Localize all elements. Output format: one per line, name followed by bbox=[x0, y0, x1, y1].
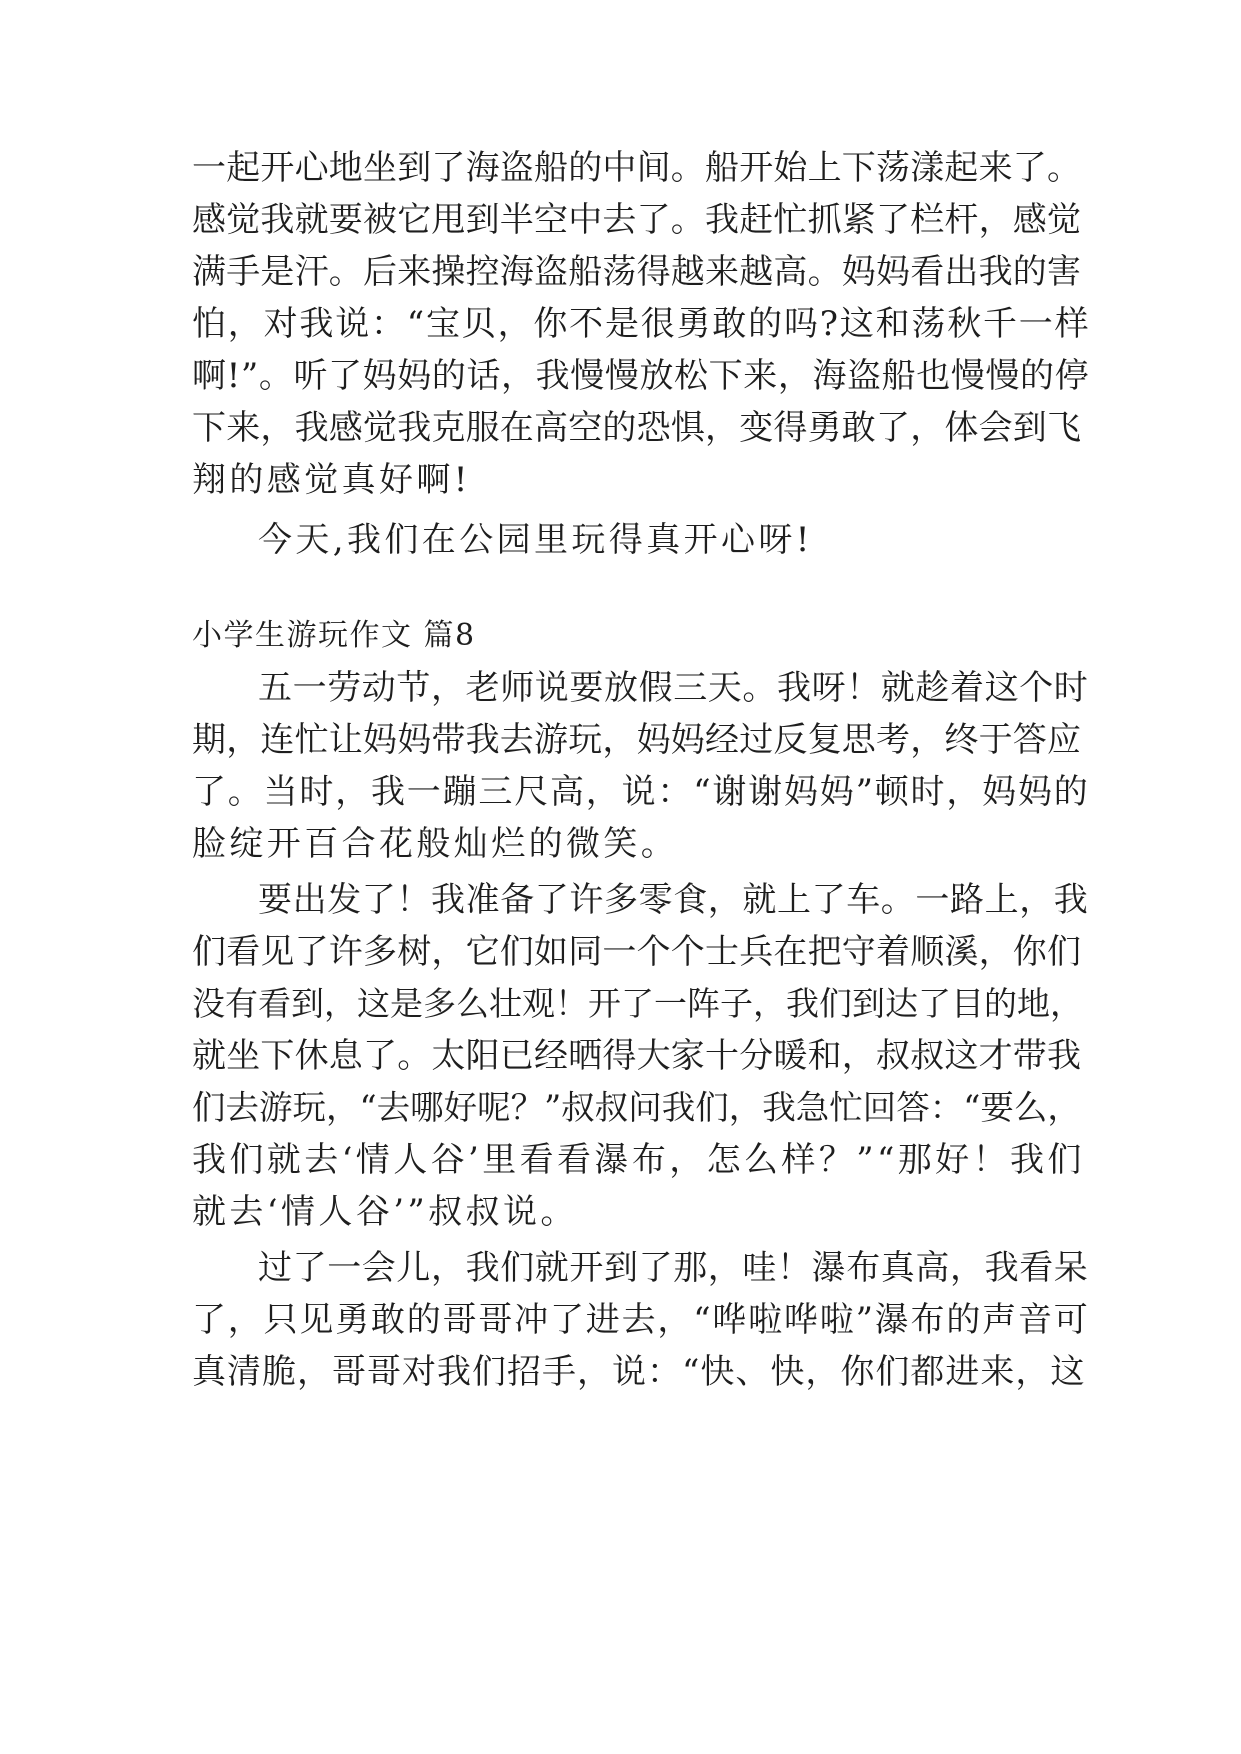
paragraph-line: 脸绽开百合花般灿烂的微笑。 bbox=[192, 824, 679, 864]
paragraph-line: 感觉我就要被它甩到半空中去了。我赶忙抓紧了栏杆，感觉 bbox=[192, 200, 1082, 240]
paragraph-line: 我们就去‘情人谷’里看看瀑布，怎么样？”“那好！我们 bbox=[192, 1140, 1085, 1180]
paragraph-line: 真清脆，哥哥对我们招手，说：“快、快，你们都进来，这 bbox=[192, 1352, 1086, 1392]
paragraph-line: 翔的感觉真好啊! bbox=[192, 460, 471, 500]
paragraph-line: 五一劳动节，老师说要放假三天。我呀！就趁着这个时 bbox=[258, 668, 1089, 708]
paragraph-line: 满手是汗。后来操控海盗船荡得越来越高。妈妈看出我的害 bbox=[192, 252, 1082, 292]
paragraph-line: 就去‘情人谷’”叔叔说。 bbox=[192, 1192, 578, 1232]
section-heading: 小学生游玩作文 篇8 bbox=[192, 618, 476, 653]
paragraph-line: 啊!”。听了妈妈的话，我慢慢放松下来，海盗船也慢慢的停 bbox=[192, 356, 1090, 396]
paragraph-line: 期，连忙让妈妈带我去游玩，妈妈经过反复思考，终于答应 bbox=[192, 720, 1082, 760]
paragraph-line: 了，只见勇敢的哥哥冲了进去，“哗啦哗啦”瀑布的声音可 bbox=[192, 1300, 1090, 1340]
paragraph-line: 就坐下休息了。太阳已经晒得大家十分暖和，叔叔这才带我 bbox=[192, 1036, 1082, 1076]
paragraph-line: 要出发了！我准备了许多零食，就上了车。一路上，我 bbox=[258, 880, 1089, 920]
paragraph-line: 们看见了许多树，它们如同一个个士兵在把守着顺溪，你们 bbox=[192, 932, 1082, 972]
paragraph-line: 了。当时，我一蹦三尺高，说：“谢谢妈妈”顿时，妈妈的 bbox=[192, 772, 1090, 812]
paragraph-line: 今天,我们在公园里玩得真开心呀! bbox=[258, 520, 813, 560]
paragraph-line: 怕，对我说：“宝贝，你不是很勇敢的吗?这和荡秋千一样 bbox=[192, 304, 1091, 344]
paragraph-line: 下来，我感觉我克服在高空的恐惧，变得勇敢了，体会到飞 bbox=[192, 408, 1082, 448]
paragraph-line: 没有看到，这是多么壮观！开了一阵子，我们到达了目的地， bbox=[192, 984, 1083, 1023]
paragraph-line: 一起开心地坐到了海盗船的中间。船开始上下荡漾起来了。 bbox=[192, 148, 1082, 188]
paragraph-line: 们去游玩，“去哪好呢？”叔叔问我们，我急忙回答：“要么， bbox=[192, 1088, 1081, 1127]
paragraph-line: 过了一会儿，我们就开到了那，哇！瀑布真高，我看呆 bbox=[258, 1248, 1089, 1288]
